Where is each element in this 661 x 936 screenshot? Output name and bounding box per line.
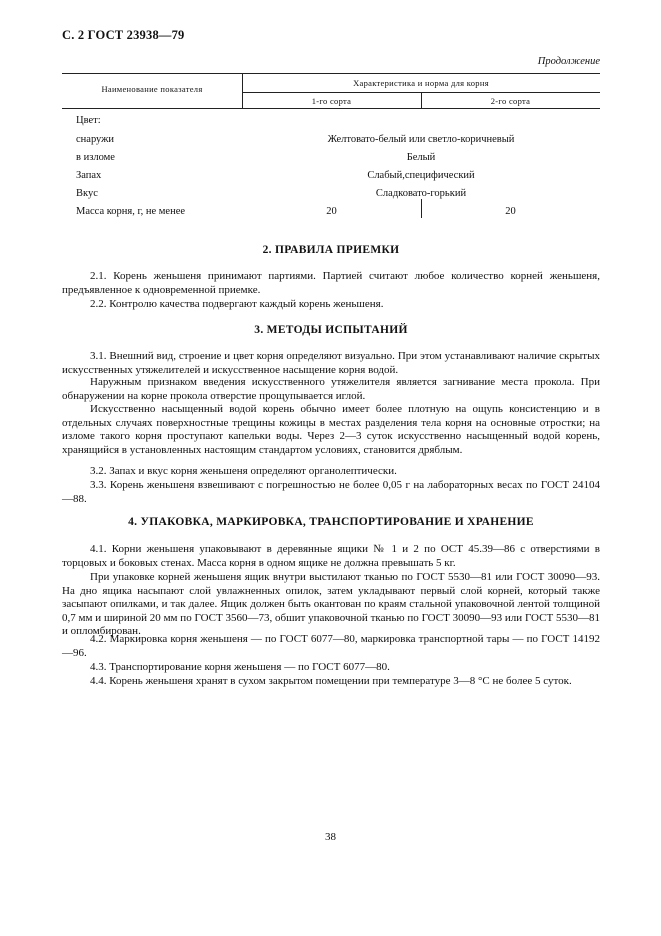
continuation-label: Продолжение [537, 56, 600, 67]
paragraph-4-2: 4.2. Маркировка корня женьшеня — по ГОСТ 6077—80, маркировка транспортной тары — по ГОСТ 14192—96. [62, 633, 600, 659]
paragraph-3-1-b: Наружным признаком введения искусственного утяжелителя является загнивание места прокола. При обнаружении на корне прокола отверстие прощупывается иглой. [62, 376, 600, 402]
paragraph-4-1: 4.1. Корни женьшеня упаковывают в деревянные ящики № 1 и 2 по ОСТ 45.39—86 с отверстиями в торцовых и боковых стенах. Масса корня в одном ящике не должна превышать 5 кг. [62, 543, 600, 569]
page-number: 38 [325, 831, 336, 843]
table-row-mass-grade2: 20 [505, 206, 516, 217]
table-row-mass-name: Масса корня, г, не менее [76, 206, 186, 217]
table-row-outside-value: Желтовато-белый или светло-коричневый [327, 134, 515, 145]
table-top-rule [62, 73, 600, 74]
paragraph-4-3: 4.3. Транспортирование корня женьшеня — по ГОСТ 6077—80. [90, 661, 390, 673]
paragraph-3-1: 3.1. Внешний вид, строение и цвет корня определяют визуально. При этом устанавливают наличие скрытых искусственных утяжелителей и искусственное насыщение корня водой. [62, 350, 600, 376]
column-header-grade1: 1-го сорта [311, 96, 352, 106]
section-3-title: 3. МЕТОДЫ ИСПЫТАНИЙ [254, 324, 408, 336]
paragraph-2-1: 2.1. Корень женьшеня принимают партиями. Партией считают любое количество корней женьшеня, предъявленное к одновременной приемке. [62, 270, 600, 296]
table-row-taste-name: Вкус [76, 188, 98, 199]
paragraph-3-1-c: Искусственно насыщенный водой корень обычно имеет более плотную на ощупь консистенцию и в отдельных случаях поверхностные трещины кожицы в местах разделения тела корня на основные отростки; на изломе такого корня проступают капельки воды. Через 2—3 суток искусственно насыщенный водой корень, хранящийся в установленных настоящим стандартом условиях, становится дряблым. [62, 403, 600, 456]
table-row-smell-name: Запах [76, 170, 102, 181]
section-2-title: 2. ПРАВИЛА ПРИЕМКИ [262, 244, 400, 256]
page-header: С. 2 ГОСТ 23938—79 [62, 28, 185, 42]
paragraph-3-2: 3.2. Запах и вкус корня женьшеня определяют органолептически. [90, 465, 397, 477]
column-header-grade2: 2-го сорта [490, 96, 531, 106]
paragraph-2-2: 2.2. Контролю качества подвергают каждый корень женьшеня. [90, 298, 384, 310]
section-4-title: 4. УПАКОВКА, МАРКИРОВКА, ТРАНСПОРТИРОВАНИЕ И ХРАНЕНИЕ [128, 516, 534, 528]
table-row-break-value: Белый [406, 152, 436, 163]
paragraph-4-4: 4.4. Корень женьшеня хранят в сухом закрытом помещении при температуре 3—8 °С не более 5 суток. [90, 675, 572, 687]
table-row-outside-name: снаружи [76, 134, 115, 145]
column-header-name: Наименование показателя [101, 84, 203, 94]
table-row-smell-value: Слабый,специфический [367, 170, 475, 181]
table-header-bottom-rule [62, 108, 600, 109]
paragraph-4-1-b: При упаковке корней женьшеня ящик внутри выстилают тканью по ГОСТ 5530—81 или ГОСТ 30090—93. На дно ящика насыпают слой увлажненных опилок, затем укладывают первый слой корней, который также засыпают опилками, и так далее. Ящик должен быть окантован по краям стальной упаковочной лентой толщиной 0,7 мм и шириной 20 мм по ГОСТ 3560—73, обшит упаковочной тканью по ГОСТ 30090—93 или ГОСТ 5530—81 и опломбирован. [62, 571, 600, 638]
table-row-break-name: в изломе [76, 152, 115, 163]
paragraph-3-3: 3.3. Корень женьшеня взвешивают с погрешностью не более 0,05 г на лабораторных весах по ГОСТ 24104—88. [62, 479, 600, 505]
table-row-color-name: Цвет: [76, 115, 101, 126]
table-row-mass-grade1: 20 [326, 206, 337, 217]
column-header-group: Характеристика и норма для корня [353, 78, 489, 88]
table-row-taste-value: Сладковато-горький [375, 188, 467, 199]
